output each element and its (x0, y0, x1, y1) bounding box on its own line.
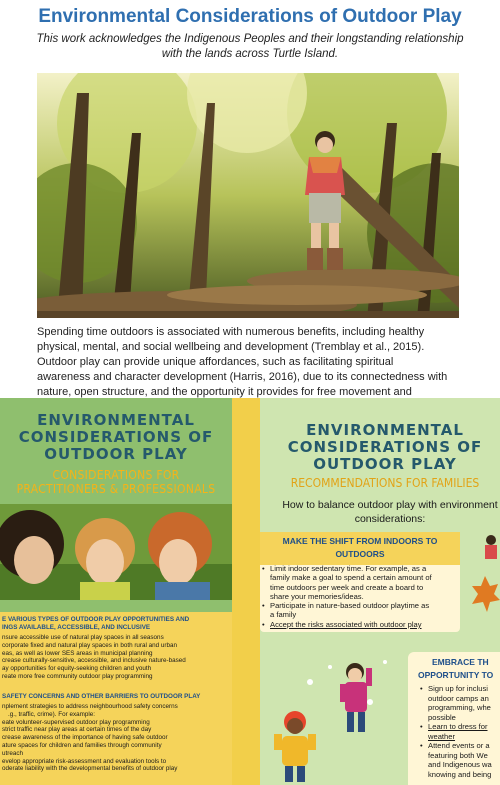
list-item: possible (428, 712, 456, 722)
right-title-line: OUTDOOR PLAY (313, 455, 457, 473)
list-item: share your memories/ideas. (270, 591, 364, 601)
list-item: utreach (2, 749, 24, 757)
intro-line: Spending time outdoors is associated with numerous benefits, including healthy (37, 326, 425, 338)
left-title-line: CONSIDERATIONS OF (18, 428, 214, 446)
left-title-line: OUTDOOR PLAY (44, 445, 188, 463)
left-section2-list (0, 703, 232, 773)
list-item: .g., traffic, crime). For example: (8, 710, 96, 718)
embrace-list (420, 684, 500, 779)
list-item: strict traffic near play areas at certain times of the day (2, 726, 152, 734)
intro-line: awareness and character development (Harris, 2016), due to its connectedness with (37, 371, 448, 383)
left-title-line: ENVIRONMENTAL (37, 411, 195, 429)
list-item: oderate liability with the developmental benefits of outdoor play (2, 765, 178, 773)
embrace-heading (418, 656, 500, 682)
list-item: crease awareness of the importance of having safe outdoor (2, 734, 168, 742)
page-title: Environmental Considerations of Outdoor Play (38, 6, 462, 27)
shift-heading-line: OUTDOORS (335, 549, 385, 559)
left-subtitle-line: PRACTITIONERS & PROFESSIONALS (16, 482, 216, 496)
list-item: knowing and being (428, 769, 492, 779)
kids-playing-illustration (260, 642, 410, 785)
right-intro (260, 498, 500, 526)
list-item: • Learn to dress for (420, 722, 500, 732)
autumn-leaf-icon (470, 574, 500, 614)
left-subtitle-line: CONSIDERATIONS FOR (52, 468, 180, 482)
list-item: • Accept the risks associated with outdoor play (262, 620, 460, 629)
child-figure-icon (482, 534, 500, 564)
left-heading-line: INGS AVAILABLE, ACCESSIBLE, AND INCLUSIVE (2, 624, 151, 631)
list-item: and Indigenous wa (428, 760, 492, 769)
list-item: outdoor camps an (428, 693, 489, 703)
list-item: a family (270, 610, 297, 620)
intro-line: nature, open structure, and the opportunity it provides for free movement and (37, 386, 412, 398)
list-item: corporate fixed and natural play spaces in both rural and urban (2, 641, 178, 649)
shift-list (262, 564, 460, 629)
left-panel-title (0, 412, 232, 463)
hero-photo (37, 73, 459, 318)
left-heading-line: E VARIOUS TYPES OF OUTDOOR PLAY OPPORTUNITIES AND (2, 616, 190, 623)
practitioners-infographic (0, 398, 232, 785)
right-panel-title (260, 422, 500, 473)
list-item: eate volunteer-supervised outdoor play programming (2, 718, 150, 726)
ack-line-2: with the lands across Turtle Island. (161, 48, 339, 60)
infographic-band (0, 398, 500, 785)
right-intro-line: considerations: (354, 513, 426, 525)
list-item: nplement strategies to address neighbourhood safety concerns (2, 703, 178, 710)
list-item: reate more free community outdoor play programming (2, 672, 153, 680)
list-item: evelop appropriate risk-assessment and evaluation tools to (2, 757, 167, 765)
list-item: ay opportunities for equity-seeking children and youth (2, 665, 152, 673)
right-panel-subtitle: RECOMMENDATIONS FOR FAMILIES (290, 476, 480, 490)
right-title-line: CONSIDERATIONS OF (287, 438, 483, 456)
left-section1-heading (2, 616, 232, 632)
list-item: ature spaces for children and families through community (2, 741, 162, 749)
intro-line: Outdoor play can provide unique affordances, such as facilitating spiritual (37, 356, 394, 368)
list-item: family make a goal to spend a certain amount of (270, 573, 432, 583)
left-section2-heading: SAFETY CONCERNS AND OTHER BARRIERS TO OUTDOOR PLAY (2, 693, 201, 700)
left-panel-subtitle (0, 468, 232, 496)
list-item: programming, whe (428, 703, 491, 712)
list-item: crease culturally-sensitive, accessible, and inclusive nature-based (2, 657, 186, 665)
intro-line: physical, mental, and social wellbeing and development (Tremblay et al., 2015). (37, 341, 425, 353)
list-item: • Limit indoor sedentary time. For example, as a (262, 564, 460, 573)
right-intro-line: How to balance outdoor play with environment (282, 499, 498, 511)
list-item: eas, as well as lower SES areas in municipal planning (2, 649, 153, 657)
families-infographic (260, 398, 500, 785)
list-item: • Participate in nature-based outdoor playtime as (262, 601, 460, 610)
list-item: featuring both We (428, 750, 488, 760)
list-item: time outdoors per week and create a board to (270, 582, 424, 592)
left-section1-list (0, 634, 232, 681)
children-photo (0, 504, 232, 600)
embrace-heading-line: EMBRACE TH (432, 657, 489, 667)
land-acknowledgement (30, 32, 470, 62)
child-on-logs-image (37, 73, 459, 318)
intro-paragraph (37, 325, 462, 400)
list-item: nsure accessible use of natural play spaces in all seasons (2, 634, 164, 641)
shift-heading (260, 532, 460, 565)
list-item: • Attend events or a (420, 741, 500, 751)
right-title-line: ENVIRONMENTAL (306, 421, 464, 439)
shift-heading-line: MAKE THE SHIFT FROM INDOORS TO (282, 536, 438, 546)
list-item: • Sign up for inclusi (420, 684, 500, 694)
embrace-heading-line: OPPORTUNITY TO (418, 670, 494, 680)
list-item: weather (428, 731, 456, 741)
ack-line-1: This work acknowledges the Indigenous Peoples and their longstanding relationship (36, 33, 464, 45)
